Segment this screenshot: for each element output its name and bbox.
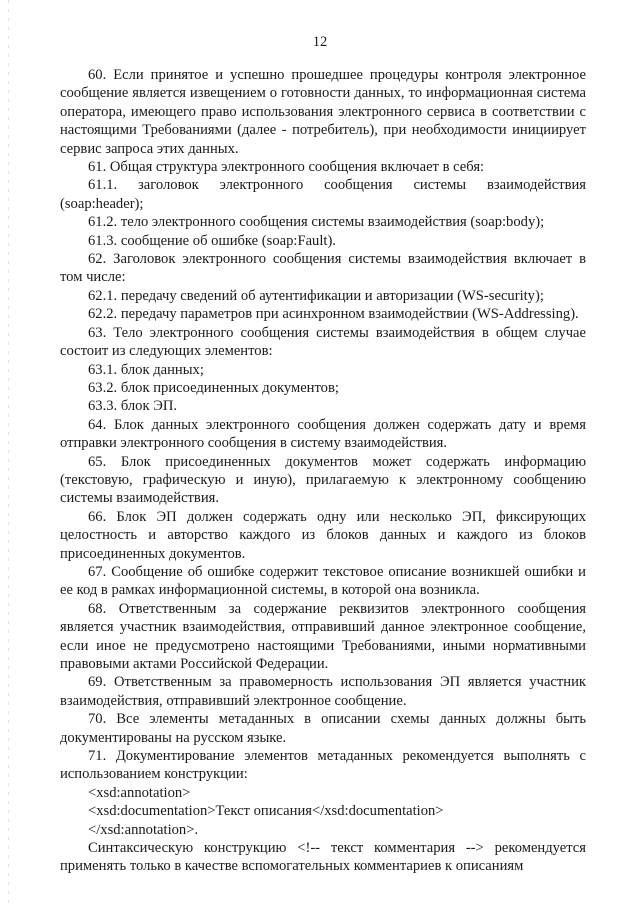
paragraph-62: 62. Заголовок электронного сообщения системы взаимодействия включает в том числе: (60, 251, 586, 286)
closing-paragraph: Синтаксическую конструкцию <!-- текст комментария --> рекомендуется применять только в качестве вспомогательных комментариев к описаниям (60, 840, 586, 875)
paragraph-63-3: 63.3. блок ЭП. (88, 398, 178, 415)
paragraph-63-1: 63.1. блок данных; (88, 361, 204, 378)
code-line: <xsd:documentation>Текст описания</xsd:documentation> (88, 803, 444, 820)
paragraph-60: 60. Если принятое и успешно прошедшее процедуры контроля электронное сообщение является извещением о готовности данных, то информационная система оператора, имеющего право использования электронного сервиса в соответствии с настоящими Требованиями (далее - потребитель), при необходимости инициирует сервис запроса этих данных. (60, 67, 586, 157)
paragraph-69: 69. Ответственным за правомерность использования ЭП является участник взаимодействия, отправивший электронное сообщение. (60, 674, 586, 709)
paragraph-63-2: 63.2. блок присоединенных документов; (88, 379, 339, 396)
paragraph-71: 71. Документирование элементов метаданных рекомендуется выполнять с использованием конструкции: (60, 748, 586, 783)
paragraph-61: 61. Общая структура электронного сообщения включает в себя: (88, 159, 485, 176)
code-line: </xsd:annotation>. (88, 821, 199, 838)
paragraph-68: 68. Ответственным за содержание реквизитов электронного сообщения является участник взаимодействия, отправивший данное электронное сообщение, если иное не предусмотрено настоящими Требованиями, иными нормативными правовыми актами Российской Федерации. (60, 600, 586, 672)
paragraph-65: 65. Блок присоединенных документов может содержать информацию (текстовую, графическую и иную), прилагаемую к электронному сообщению системы взаимодействия. (60, 453, 586, 507)
paragraph-61-3: 61.3. сообщение об ошибке (soap:Fault). (88, 232, 336, 249)
paragraph-70: 70. Все элементы метаданных в описании схемы данных должны быть документированы на русском языке. (60, 711, 586, 746)
paragraph-64: 64. Блок данных электронного сообщения должен содержать дату и время отправки электронного сообщения в систему взаимодействия. (60, 416, 586, 452)
paragraph-62-1: 62.1. передачу сведений об аутентификации и авторизации (WS-security); (88, 287, 544, 304)
paragraph-67: 67. Сообщение об ошибке содержит текстовое описание возникшей ошибки и ее код в рамках информационной системы, в которой она возникла. (60, 563, 586, 599)
paragraph-61-2: 61.2. тело электронного сообщения системы взаимодействия (soap:body); (88, 214, 545, 231)
scan-edge-mark (8, 0, 9, 905)
code-line: <xsd:annotation> (88, 784, 191, 801)
paragraph-61-1: 61.1. заголовок электронного сообщения системы взаимодействия (soap:header); (60, 177, 586, 212)
document-body (60, 66, 586, 876)
paragraph-62-2: 62.2. передачу параметров при асинхронном взаимодействии (WS-Addressing). (88, 306, 579, 323)
page-number: 12 (312, 34, 328, 50)
paragraph-63: 63. Тело электронного сообщения системы взаимодействия в общем случае состоит из следующих элементов: (60, 324, 586, 360)
paragraph-66: 66. Блок ЭП должен содержать одну или несколько ЭП, фиксирующих целостность и авторство каждого из блоков данных и каждого из блоков присоединенных документов. (60, 508, 586, 562)
